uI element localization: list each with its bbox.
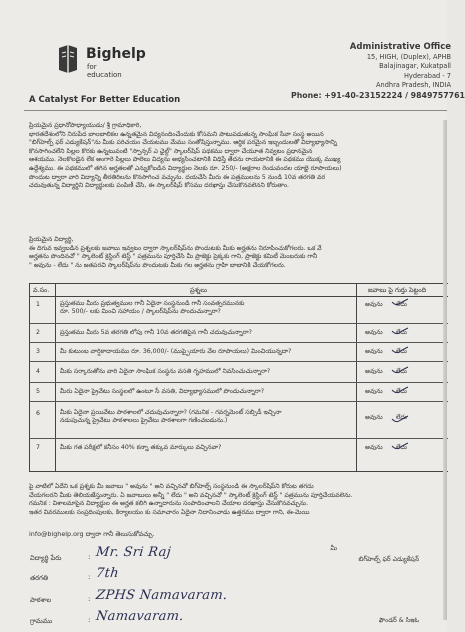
answer-no[interactable]: లేదు (396, 368, 407, 375)
row-number: 7 (36, 444, 40, 451)
field-label-school: పాఠశాల (30, 596, 52, 604)
answer-yes[interactable]: అవును (365, 348, 383, 355)
text-line: ప్రియమైన విద్యార్థి, (29, 236, 74, 243)
question-line: మీకు గత పరీక్షలో కనీసం 40% కన్నా తక్కువ మార్కులు వచ్చినవా? (60, 444, 222, 451)
student-name-value[interactable]: Mr. Sri Raj (95, 545, 172, 560)
eligibility-table (29, 283, 448, 472)
letter-paragraph-1 (29, 122, 447, 191)
checkmark-icon (390, 441, 410, 451)
address-line: Balajinagar, Kukatpall (379, 62, 451, 71)
field-colon: : (88, 573, 91, 581)
checkmark-icon (390, 326, 410, 336)
table-row (30, 439, 448, 470)
text-line: "బిగ్‌హెల్ప్ ఫర్ ఎడ్యుకేషన్"ను మీకు పరిచయం చేయటము మేము సంతోషిస్తున్నాము. ఆర్థిక పరమైన ఇబ్బందులతో విద్యాభ్యాసాన్ని (29, 139, 337, 147)
question-line: ప్రస్తుతము మీరు ప్రభుత్వముల గానీ ఏదైనా సంస్థనుండి గానీ సంవత్సరమునకు (60, 300, 245, 307)
table-header (30, 284, 448, 297)
question-line: మీకు సర్కారుతోను వారి ఏదైనా సాంఘిక సంస్థను వసతి గృహములో నివసించుచున్నారా? (60, 368, 271, 375)
answer-no[interactable]: లేదు (396, 301, 407, 308)
text-line: గమనిక : విశాలమాపైన విద్యార్థుల ఈ అర్హత కలిగి ఉన్నాదారును సంపాదించాలని చేయాల దరఖాస్తు చేసుకొనవచ్చును. (29, 500, 309, 508)
field-colon: : (88, 595, 91, 603)
text-line: ఇతర వివరములకు సంప్రదింపులకు, కిర్యాలయం కు సమాచారం ఏదైనా నిదానించాడు ఉత్తరము ద్వారా గాని, ఈ-మెయి (29, 508, 310, 516)
answer-no[interactable]: లేదు (396, 329, 407, 336)
table-row (30, 362, 448, 383)
address-line: Hyderabad - 7 (403, 71, 451, 80)
row-question (60, 409, 342, 425)
question-line: మీకు ఏదైనా ప్రయివేటు పాఠశాలలో చదువుచున్నారా? (గమనిక - గవర్నమెంట్ సబ్సిడీ ఇచ్చినా (60, 409, 282, 416)
row-number: 2 (36, 329, 40, 336)
book-logo-icon (56, 44, 80, 74)
signature-org: బిగ్‌హెల్ప్ ఫర్ ఎడ్యుకేషన్ (358, 556, 419, 563)
row-number: 1 (36, 301, 40, 308)
table-row (30, 383, 448, 402)
col-header-answer: జవాబు పై గుర్తు పెట్టంది (368, 286, 427, 294)
col-header-number: వ.సం. (33, 286, 50, 294)
field-colon: : (88, 616, 91, 624)
contact-email: info@bighelp.org ద్వారా గానీ తెలుసుకోవచ్చు. (29, 530, 155, 538)
row-question (60, 348, 342, 356)
closing-paragraph (29, 483, 447, 517)
question-line: రూ. 500/- లకు మించి సహాయం / స్కాలర్‌షిప్‌ను పొందుచున్నారా? (60, 308, 221, 316)
text-line: చదువుతున్న విద్యార్థిని విద్యార్థులకు పంపిణీ చేసి, ఈ స్కాలర్‌షిప్ కోసము దరఖాస్తు చేసుకొనవలెనని కోరుతాం. (29, 182, 289, 190)
col-header-questions: ప్రశ్నలు (190, 286, 207, 294)
office-title: Administrative Office (349, 42, 451, 52)
text-line: ఈ దిగువ ఇవ్వబడిన ప్రశ్నలకు జవాబు ఇవ్వటం ద్వారా స్కాలర్‌షిప్‌ను పొందుటకు మీకు అర్హతను నిరూపించుకోగలరు. ఒక వే (29, 244, 322, 252)
brand-subtitle: for education (87, 63, 122, 79)
answer-no[interactable]: లేదు (396, 414, 407, 421)
school-value[interactable]: ZPHS Namavaram. (95, 588, 229, 603)
row-number: 3 (36, 348, 40, 355)
question-line: మీరు ఏదైనా ప్రైవేటు సంస్థలలో ఉంటూ సీ వసతి, విద్యాభ్యాసములో పొందుచున్నారా? (60, 388, 264, 395)
text-line: పొందుట ద్వారా వారి విద్యాన్ని తీరతిరిలను కొనసాగించ వచ్చును. దయచేసి మీరు ఈ పత్రములను 5 నుండి 10వ తరగతి వర (29, 173, 326, 181)
question-line: మీ కుటుంబ వార్షికాదాయము రూ. 36,000/- (ముప్పైయారు వేల రూపాయలు) మించియున్నదా? (60, 348, 292, 355)
text-line: భారతదేశంలోని నిరుపేద బాలబాలికల ఉన్నతమైన విద్యనందించేందుకు కోసమని పాటుపడుతున్న సాంఘిక సేవా సంస్థ అయిన (29, 130, 324, 138)
question-line: ప్రస్తుతము మీరు 5వ తరగతి లోపు గానీ 10వ తరగతిపైన గానీ చదువుచున్నారా? (60, 329, 252, 336)
row-question (60, 368, 342, 376)
text-line: అర్హతను పొందినచో " స్కాలెంట్ క్రెస్టింగ్ టెస్ట్ " పత్రమును పూర్తిచేసి మీ ప్రాజెక్టు ప్రెక్కకు గాని, ప్రాజెక్టు కమిటీ మెంబరుకు గానీ (29, 253, 318, 261)
field-colon: : (88, 553, 91, 561)
field-label-class: తరగతి (30, 574, 49, 582)
answer-yes[interactable]: అవును (365, 444, 383, 451)
brand-name: Bighelp (86, 46, 146, 62)
field-label-name: విద్యార్థి పేరు (30, 554, 62, 562)
checkmark-icon (390, 385, 410, 395)
signature-title: ఫౌండర్ & సిఇఓ (378, 617, 419, 624)
text-line: " అవును - లేదు " ను జతపరచి స్కాలర్‌షిప్‌ను పొందుటకు మీకు గల అర్హతను గ్రాహి బాబానికి చేయకోగలరు. (29, 261, 286, 269)
row-question (60, 444, 342, 452)
checkmark-icon (390, 345, 410, 355)
header-divider (24, 110, 447, 111)
class-value[interactable]: 7th (95, 566, 120, 581)
answer-no[interactable]: లేదు (396, 348, 407, 355)
signature-salutation: మీ (330, 545, 337, 552)
row-question (60, 329, 342, 337)
page-edge-shadow (443, 120, 447, 620)
row-question (60, 388, 342, 396)
table-row (30, 402, 448, 439)
answer-yes[interactable]: అవును (365, 414, 383, 421)
text-line: ప్రియమైన ప్రధానోపాధ్యాయుడు/ శ్రీ గ్రామాధికారి, (29, 122, 142, 129)
checkmark-icon (390, 414, 410, 424)
checkmark-icon (390, 365, 410, 375)
address-line: 15, HIGH, (Duplex), APHB (366, 52, 451, 61)
bighelp-logo (56, 44, 146, 80)
office-phone: Phone: +91-40-23152224 / 9849757761 (291, 90, 465, 100)
checkmark-icon (390, 297, 410, 307)
field-label-village: గ్రామము (30, 617, 53, 625)
address-line: Andhra Pradesh, INDIA (376, 81, 451, 90)
answer-no[interactable]: లేదు (396, 444, 407, 451)
row-number: 4 (36, 368, 40, 375)
text-line: కొనసాగించలేని పిల్లల కొరకు ఉన్నటువంటి "స్పాన్సర్ ఎ ఛైల్డ్" స్కాలర్‌షిప్ పథకము ద్వారా చేయూత నివ్వటం ప్రధానమైన (29, 147, 313, 155)
answer-yes[interactable]: అవును (365, 301, 383, 308)
text-line: ఆశయము. నెలకొలడైన లేక అంగారె పిల్లలు పాలెలు విద్యను అభ్యసించటానికి విధిస్తే తేదను రాయటానికి ఈ పథకము యొక్క ముఖ్య (29, 156, 341, 164)
office-address (291, 42, 465, 101)
row-question (60, 300, 342, 316)
text-line: పై వాటిలో ఏదేని ఒక ప్రశ్నకు మీ జవాబు " అవును " అని వచ్చినచో బిగ్‌హెల్ప్ సంస్థనుండి ఈ స్కాలర్‌షిప్‌ని కోరుట తగదు (29, 483, 314, 490)
village-value[interactable]: Namavaram. (95, 609, 185, 624)
row-number: 6 (36, 410, 40, 417)
table-row (30, 324, 448, 343)
answer-yes[interactable]: అవును (365, 329, 383, 336)
letter-paragraph-2 (29, 236, 447, 270)
text-line: ఉద్దేశ్యము. ఈ పథకములో తగిన అర్హతలతో ఎన్నుకోబడిన విద్యార్థుల నెలకు రూ. 250/- (అక్షరాల రెండువందల యాభై రూపాయలు) (29, 164, 342, 172)
table-row (30, 297, 448, 324)
table-row (30, 343, 448, 362)
answer-no[interactable]: లేదు (396, 388, 407, 395)
text-line: చేయగలరని మీకు తెలియజేస్తున్నారు. ఏ జవాబులు అన్నీ " లేదు " అని వచ్చినచో " స్కాలెంట్ క్రెస్టింగ్ టెస్ట్ " పత్రమును పూర్తిచేయవలెను. (29, 491, 353, 499)
answer-yes[interactable]: అవును (365, 368, 383, 375)
answer-yes[interactable]: అవును (365, 388, 383, 395)
question-line: నడుపుచున్న ప్రైవేటు పాఠశాలలు ప్రైవేటు పాఠశాలగా గణించబడును.) (60, 417, 228, 425)
row-number: 5 (36, 388, 40, 395)
tagline: A Catalyst For Better Education (29, 95, 181, 105)
